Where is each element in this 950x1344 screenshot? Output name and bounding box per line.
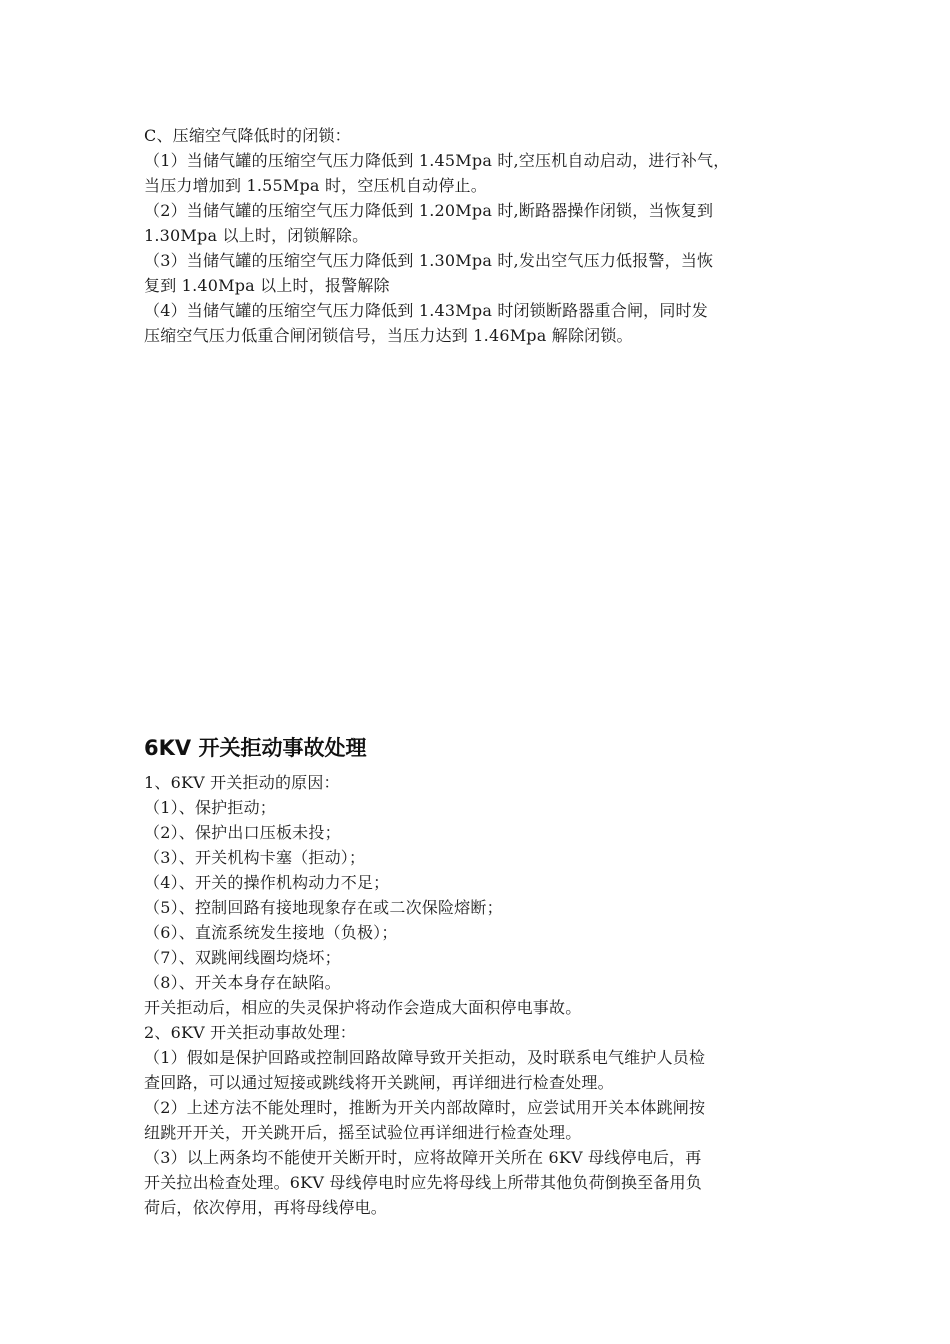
paragraph-line: （2）上述方法不能处理时，推断为开关内部故障时，应尝试用开关本体跳闸按 <box>144 1098 706 1117</box>
paragraph-line: 开关拒动后，相应的失灵保护将动作会造成大面积停电事故。 <box>144 998 582 1017</box>
section-6kv-switch-failure <box>144 732 824 1220</box>
list-item: （4）、开关的操作机构动力不足； <box>144 873 390 892</box>
list-item: （1）、保护拒动； <box>144 798 276 817</box>
paragraph-line: （4）当储气罐的压缩空气压力降低到 1.43Mpa 时闭锁断路器重合闸，同时发 <box>144 301 708 320</box>
section-compressed-air-lockout <box>144 123 824 348</box>
list-item: （6）、直流系统发生接地（负极）； <box>144 923 398 942</box>
paragraph-line: 荷后，依次停用，再将母线停电。 <box>144 1198 388 1217</box>
list-item: （7）、双跳闸线圈均烧坏； <box>144 948 341 967</box>
list-item: （5）、控制回路有接地现象存在或二次保险熔断； <box>144 898 503 917</box>
subsection-title: 1、6KV 开关拒动的原因： <box>144 773 340 792</box>
paragraph-line: 当压力增加到 1.55Mpa 时，空压机自动停止。 <box>144 176 487 195</box>
paragraph-line: 开关拉出检查处理。6KV 母线停电时应先将母线上所带其他负荷倒换至备用负 <box>144 1173 702 1192</box>
page-heading: 6KV 开关拒动事故处理 <box>144 736 367 760</box>
paragraph-line: （3）当储气罐的压缩空气压力降低到 1.30Mpa 时,发出空气压力低报警，当恢 <box>144 251 714 270</box>
paragraph-line: 纽跳开开关，开关跳开后，摇至试验位再详细进行检查处理。 <box>144 1123 582 1142</box>
paragraph-line: （1）假如是保护回路或控制回路故障导致开关拒动，及时联系电气维护人员检 <box>144 1048 706 1067</box>
paragraph-line: 复到 1.40Mpa 以上时，报警解除 <box>144 276 390 295</box>
list-item: （8）、开关本身存在缺陷。 <box>144 973 341 992</box>
paragraph-line: 查回路，可以通过短接或跳线将开关跳闸，再详细进行检查处理。 <box>144 1073 614 1092</box>
subsection-title: 2、6KV 开关拒动事故处理： <box>144 1023 356 1042</box>
paragraph-line: （3）以上两条均不能使开关断开时，应将故障开关所在 6KV 母线停电后，再 <box>144 1148 702 1167</box>
paragraph-line: 压缩空气压力低重合闸闭锁信号，当压力达到 1.46Mpa 解除闭锁。 <box>144 326 633 345</box>
paragraph-line: （2）当储气罐的压缩空气压力降低到 1.20Mpa 时,断路器操作闭锁，当恢复到 <box>144 201 714 220</box>
paragraph-line: （1）当储气罐的压缩空气压力降低到 1.45Mpa 时,空压机自动启动，进行补气， <box>144 151 730 170</box>
list-item: （3）、开关机构卡塞（拒动）； <box>144 848 366 867</box>
section-title: C、压缩空气降低时的闭锁： <box>144 126 351 145</box>
paragraph-line: 1.30Mpa 以上时，闭锁解除。 <box>144 226 369 245</box>
list-item: （2）、保护出口压板未投； <box>144 823 341 842</box>
